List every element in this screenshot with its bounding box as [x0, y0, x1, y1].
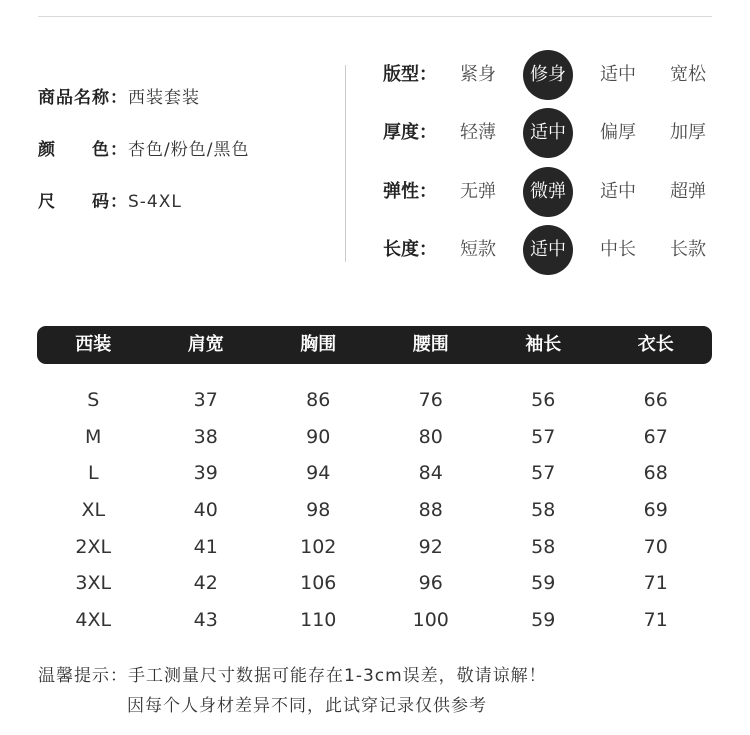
size-label-cell: S: [87, 389, 100, 411]
measurement-cell: 58: [531, 535, 556, 558]
attribute-row-length: [0, 225, 750, 275]
info-label: 颜 色：: [38, 140, 128, 160]
measurement-cell: 90: [306, 425, 331, 448]
measurement-cell: 69: [643, 498, 668, 521]
measurement-cell: 56: [531, 389, 556, 411]
measurement-cell: 70: [643, 535, 668, 558]
attribute-option: 适中: [523, 225, 573, 275]
measurement-cell: 71: [643, 572, 668, 595]
attribute-option: 适中: [600, 181, 636, 202]
attribute-option: 长款: [670, 239, 706, 260]
table-row: [37, 419, 712, 456]
table-row: [37, 565, 712, 602]
table-row: [37, 529, 712, 566]
size-label-cell: 3XL: [75, 572, 112, 595]
attribute-option: 无弹: [460, 181, 496, 202]
measurement-cell: 41: [193, 535, 218, 558]
attribute-option: 中长: [600, 239, 636, 260]
attribute-option: 宽松: [670, 64, 706, 85]
measurement-cell: 88: [418, 498, 443, 521]
header-cell-waist: 腰围: [412, 334, 449, 355]
info-value: 西装套装: [128, 88, 200, 108]
measurement-cell: 98: [306, 498, 331, 521]
measurement-cell: 102: [300, 535, 337, 558]
measurement-cell: 40: [193, 498, 218, 521]
measurement-cell: 42: [193, 572, 218, 595]
measurement-cell: 43: [193, 608, 218, 631]
attribute-option: 适中: [600, 64, 636, 85]
measurement-cell: 57: [531, 425, 556, 448]
measurement-cell: 37: [193, 389, 218, 411]
attribute-option: 轻薄: [460, 122, 496, 143]
notice-line-2: 因每个人身材差异不同，此试穿记录仅供参考: [127, 696, 487, 716]
attribute-label: 弹性：: [383, 181, 437, 202]
attribute-option: 适中: [523, 108, 573, 158]
attribute-option: 修身: [523, 50, 573, 100]
measurement-cell: 106: [300, 572, 337, 595]
info-value: 杏色/粉色/黑色: [128, 140, 250, 160]
size-label-cell: 4XL: [75, 608, 112, 631]
measurement-cell: 92: [418, 535, 443, 558]
measurement-cell: 68: [643, 462, 668, 485]
measurement-cell: 57: [531, 462, 556, 485]
size-table-body: [37, 382, 712, 639]
header-cell-chest: 胸围: [300, 334, 337, 355]
header-cell-sleeve: 袖长: [525, 334, 562, 355]
info-label: 尺 码：: [38, 192, 128, 212]
table-row: [37, 492, 712, 529]
measurement-cell: 59: [531, 572, 556, 595]
info-label: 商品名称：: [38, 88, 128, 108]
attribute-row-elasticity: [0, 167, 750, 217]
measurement-cell: 94: [306, 462, 331, 485]
measurement-cell: 110: [300, 608, 337, 631]
size-label-cell: XL: [81, 498, 106, 521]
measurement-cell: 86: [306, 389, 331, 411]
attribute-row-thickness: [0, 108, 750, 158]
attribute-option: 超弹: [670, 181, 706, 202]
info-value: S-4XL: [128, 192, 182, 212]
measurement-cell: 96: [418, 572, 443, 595]
top-divider: [38, 16, 712, 17]
size-label-cell: 2XL: [75, 535, 112, 558]
size-label-cell: L: [87, 462, 99, 485]
table-row: [37, 382, 712, 419]
attribute-label: 版型：: [383, 64, 437, 85]
attribute-option: 紧身: [460, 64, 496, 85]
measurement-cell: 66: [643, 389, 668, 411]
size-label-cell: M: [85, 425, 102, 448]
measurement-cell: 80: [418, 425, 443, 448]
measurement-cell: 58: [531, 498, 556, 521]
attribute-row-fit: [0, 50, 750, 100]
attribute-label: 长度：: [383, 239, 437, 260]
attribute-option: 短款: [460, 239, 496, 260]
notice-line-1: 温馨提示：手工测量尺寸数据可能存在1-3cm误差，敬请谅解！: [38, 666, 547, 686]
measurement-cell: 59: [531, 608, 556, 631]
attribute-option: 偏厚: [600, 122, 636, 143]
table-row: [37, 602, 712, 639]
measurement-cell: 84: [418, 462, 443, 485]
measurement-cell: 100: [412, 608, 449, 631]
measurement-cell: 38: [193, 425, 218, 448]
header-cell-suit: 西装: [75, 334, 112, 355]
attribute-label: 厚度：: [383, 122, 437, 143]
measurement-cell: 71: [643, 608, 668, 631]
attribute-option: 加厚: [670, 122, 706, 143]
header-cell-shoulder: 肩宽: [187, 334, 224, 355]
table-row: [37, 455, 712, 492]
header-cell-length: 衣长: [637, 334, 674, 355]
measurement-cell: 67: [643, 425, 668, 448]
attribute-option: 微弹: [523, 167, 573, 217]
size-table-header: [37, 326, 712, 364]
measurement-cell: 76: [418, 389, 443, 411]
measurement-cell: 39: [193, 462, 218, 485]
